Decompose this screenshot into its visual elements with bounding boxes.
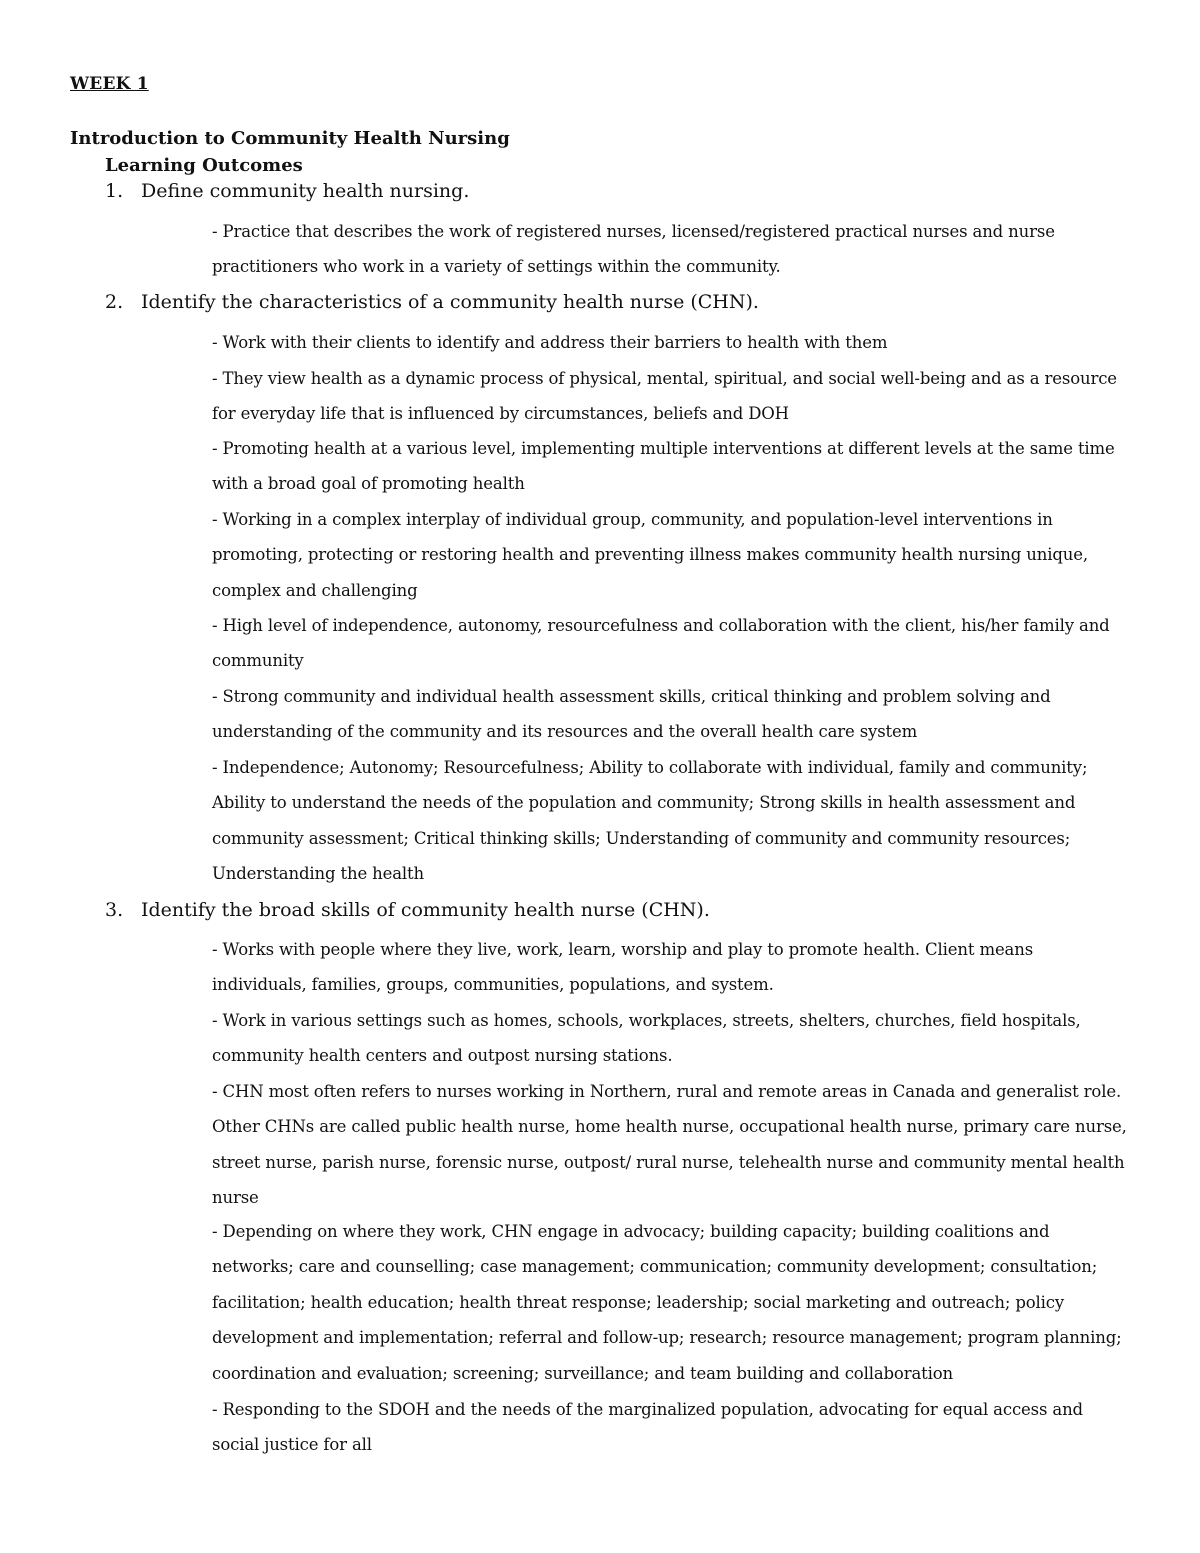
outcome-3 bbox=[105, 899, 710, 921]
outcome-number: 2. bbox=[105, 291, 124, 313]
outcome-number: 1. bbox=[105, 180, 124, 202]
outcome-2-item-7: - Independence; Autonomy; Resourcefulness; Ability to collaborate with individual, family and community; Ability to understand the needs of the population and community; Strong skills in health assessment and community assessment; Critical thinking skills; Understanding of community and community resources; Understanding the health bbox=[212, 758, 1088, 884]
outcome-3-item-1: - Works with people where they live, work, learn, worship and play to promote health. Client means individuals, families, groups, communities, populations, and system. bbox=[212, 940, 1034, 995]
outcome-1 bbox=[105, 180, 469, 202]
outcome-3-item-3: - CHN most often refers to nurses working in Northern, rural and remote areas in Canada and generalist role. Other CHNs are called public health nurse, home health nurse, occupational health nurse, primary care nurse, street nurse, parish nurse, forensic nurse, outpost/ rural nurse, telehealth nurse and community mental health nurse bbox=[212, 1082, 1127, 1208]
section-subtitle: Learning Outcomes bbox=[105, 155, 303, 176]
outcome-number: 3. bbox=[105, 899, 124, 921]
outcome-2-item-2: - They view health as a dynamic process of physical, mental, spiritual, and social well-being and as a resource for everyday life that is influenced by circumstances, beliefs and DOH bbox=[212, 369, 1117, 424]
outcome-2-item-6: - Strong community and individual health assessment skills, critical thinking and problem solving and understanding of the community and its resources and the overall health care system bbox=[212, 687, 1051, 742]
outcome-2-item-4: - Working in a complex interplay of individual group, community, and population-level interventions in promoting, protecting or restoring health and preventing illness makes community health nursing unique, complex and challenging bbox=[212, 510, 1088, 600]
outcome-1-item-1: - Practice that describes the work of registered nurses, licensed/registered practical nurses and nurse practitioners who work in a variety of settings within the community. bbox=[212, 222, 1055, 277]
outcome-text: Define community health nursing. bbox=[141, 180, 470, 202]
outcome-text: Identify the characteristics of a community health nurse (CHN). bbox=[141, 291, 759, 313]
outcome-2-item-1: - Work with their clients to identify and address their barriers to health with them bbox=[212, 333, 888, 352]
outcome-3-item-5: - Responding to the SDOH and the needs of the marginalized population, advocating for equal access and social justice for all bbox=[212, 1400, 1083, 1455]
week-heading: WEEK 1 bbox=[70, 74, 149, 94]
outcome-2-item-3: - Promoting health at a various level, implementing multiple interventions at different levels at the same time with a broad goal of promoting health bbox=[212, 439, 1115, 494]
outcome-text: Identify the broad skills of community health nurse (CHN). bbox=[141, 899, 710, 921]
outcome-2 bbox=[105, 291, 759, 313]
outcome-3-item-2: - Work in various settings such as homes, schools, workplaces, streets, shelters, churches, field hospitals, community health centers and outpost nursing stations. bbox=[212, 1011, 1081, 1066]
outcome-3-item-4: - Depending on where they work, CHN engage in advocacy; building capacity; building coalitions and networks; care and counselling; case management; communication; community development; consultation; facilitation; health education; health threat response; leadership; social marketing and outreach; policy development and implementation; referral and follow-up; research; resource management; program planning; coordination and evaluation; screening; surveillance; and team building and collaboration bbox=[212, 1222, 1122, 1383]
document-title: Introduction to Community Health Nursing bbox=[70, 128, 510, 149]
outcome-2-item-5: - High level of independence, autonomy, resourcefulness and collaboration with the client, his/her family and community bbox=[212, 616, 1110, 671]
